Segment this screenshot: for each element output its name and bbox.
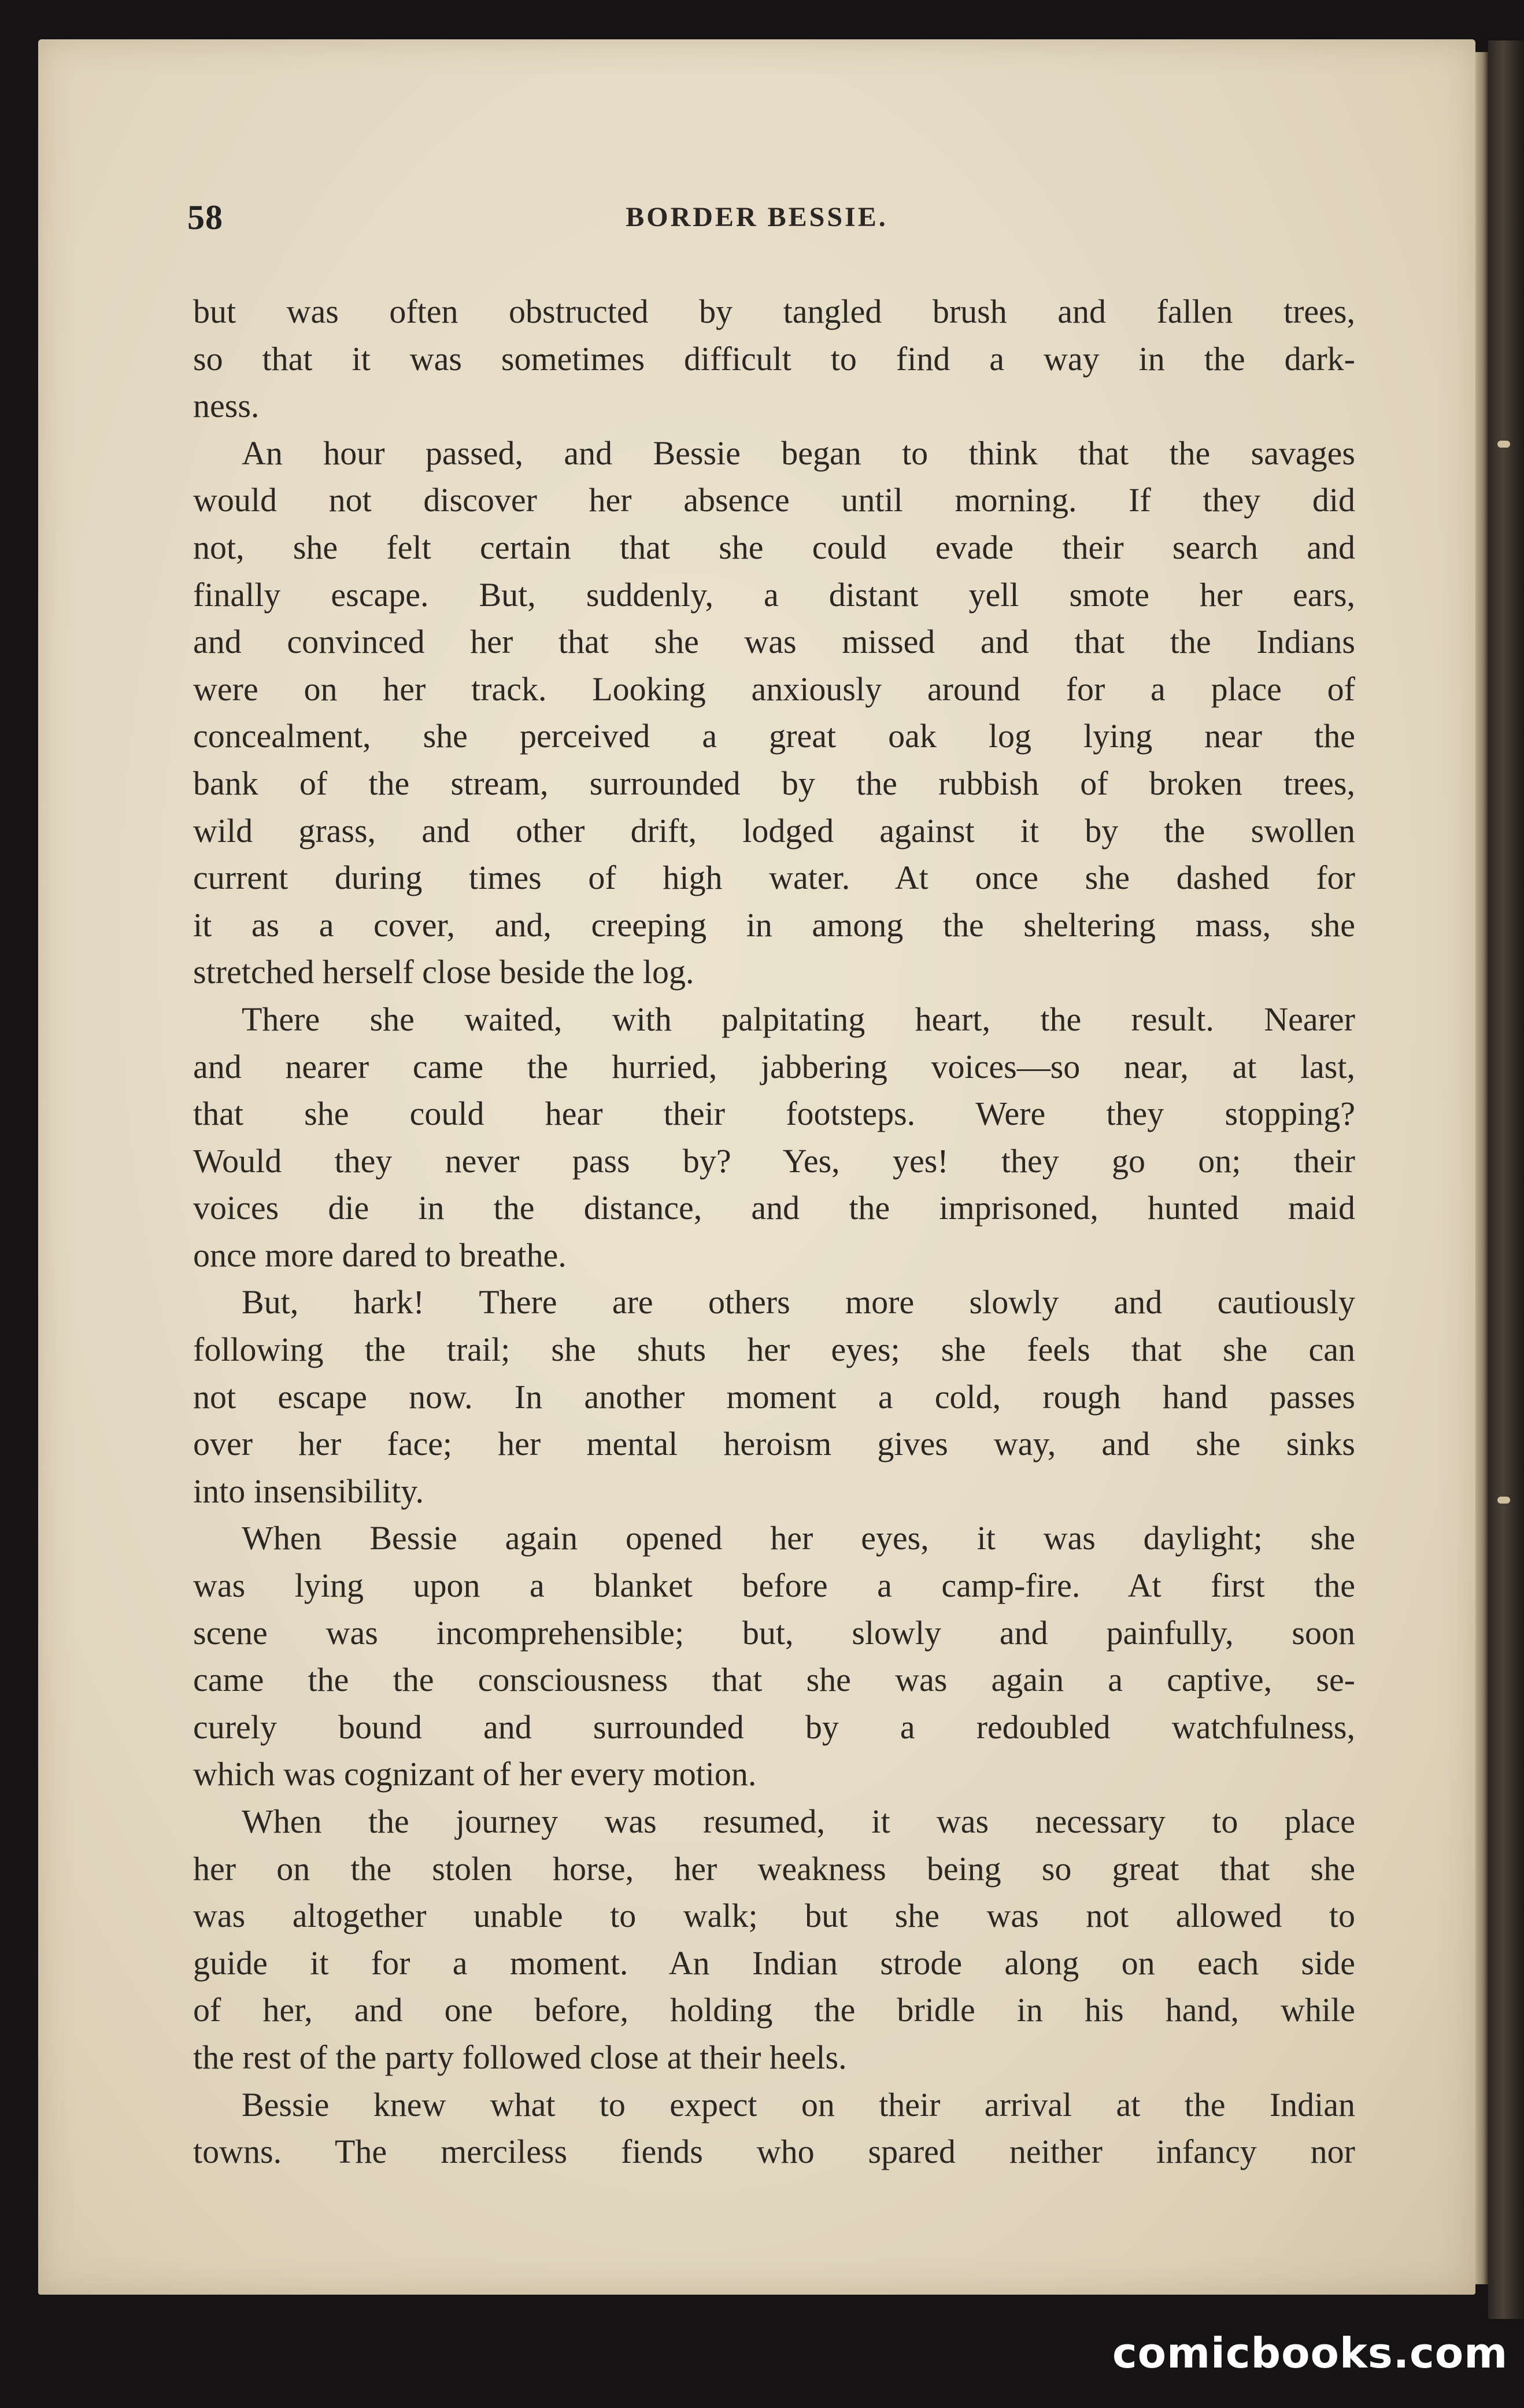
running-title: BORDER BESSIE. [626, 202, 888, 232]
text-line: Would they never pass by? Yes, yes! they go on; their [193, 1142, 1355, 1180]
page-edge [1475, 52, 1488, 2284]
text-line: into insensibility. [193, 1472, 424, 1510]
text-line: came the the consciousness that she was again a captive, se- [193, 1661, 1355, 1699]
text-line: it as a cover, and, creeping in among the sheltering mass, she [193, 906, 1355, 944]
text-line: concealment, she perceived a great oak log lying near the [193, 717, 1355, 755]
book-page [38, 39, 1475, 2295]
text-line: There she waited, with palpitating heart, the result. Nearer [242, 1000, 1355, 1038]
text-line: following the trail; she shuts her eyes; she feels that she can [193, 1331, 1355, 1369]
text-line: over her face; her mental heroism gives way, and she sinks [193, 1425, 1355, 1463]
page-number: 58 [187, 198, 223, 237]
text-line: were on her track. Looking anxiously around for a place of [193, 670, 1355, 708]
text-line: voices die in the distance, and the imprisoned, hunted maid [193, 1189, 1355, 1227]
text-line: was altogether unable to walk; but she was not allowed to [193, 1897, 1355, 1935]
text-line: An hour passed, and Bessie began to think that the savages [242, 434, 1355, 472]
text-line: her on the stolen horse, her weakness being so great that she [193, 1849, 1355, 1888]
text-line: When the journey was resumed, it was necessary to place [242, 1803, 1355, 1840]
text-line: was lying upon a blanket before a camp-fire. At first the [193, 1567, 1355, 1605]
text-line: of her, and one before, holding the bridle in his hand, while [193, 1991, 1355, 2029]
text-line: not escape now. In another moment a cold, rough hand passes [193, 1377, 1355, 1416]
text-line: not, she felt certain that she could evade their search and [193, 528, 1355, 566]
watermark: comicbooks.com [1112, 2329, 1508, 2377]
text-line: towns. The merciless fiends who spared neither infancy nor [193, 2133, 1355, 2171]
facing-page-edge [1488, 40, 1524, 2319]
text-line: would not discover her absence until morning. If they did [193, 481, 1355, 519]
text-line: scene was incomprehensible; but, slowly and painfully, soon [193, 1613, 1355, 1652]
text-line: wild grass, and other drift, lodged against it by the swollen [193, 811, 1355, 850]
text-line: once more dared to breathe. [193, 1236, 567, 1274]
text-line: When Bessie again opened her eyes, it was daylight; she [242, 1519, 1355, 1557]
text-line: but was often obstructed by tangled brush and fallen trees, [193, 293, 1355, 330]
text-line: and convinced her that she was missed and that the Indians [193, 623, 1355, 661]
text-line: Bessie knew what to expect on their arrival at the Indian [242, 2085, 1355, 2123]
facing-page-mark [1497, 1497, 1510, 1504]
body-text [193, 288, 1355, 2176]
running-head [38, 198, 1475, 244]
text-line: guide it for a moment. An Indian strode along on each side [193, 1944, 1355, 1982]
text-line: and nearer came the hurried, jabbering voices—so near, at last, [193, 1047, 1355, 1085]
text-line: that she could hear their footsteps. Were they stopping? [193, 1095, 1355, 1133]
text-line: bank of the stream, surrounded by the rubbish of broken trees, [193, 764, 1355, 802]
text-line: stretched herself close beside the log. [193, 953, 694, 991]
facing-page-mark [1497, 441, 1510, 448]
text-line: ness. [193, 387, 260, 425]
text-line: which was cognizant of her every motion. [193, 1755, 757, 1793]
text-line: curely bound and surrounded by a redoubled watchfulness, [193, 1708, 1355, 1746]
text-line: current during times of high water. At once she dashed for [193, 859, 1355, 897]
text-line: But, hark! There are others more slowly and cautiously [242, 1283, 1355, 1321]
text-line: so that it was sometimes difficult to find a way in the dark- [193, 339, 1355, 378]
text-line: finally escape. But, suddenly, a distant yell smote her ears, [193, 575, 1355, 614]
text-line: the rest of the party followed close at their heels. [193, 2038, 847, 2076]
